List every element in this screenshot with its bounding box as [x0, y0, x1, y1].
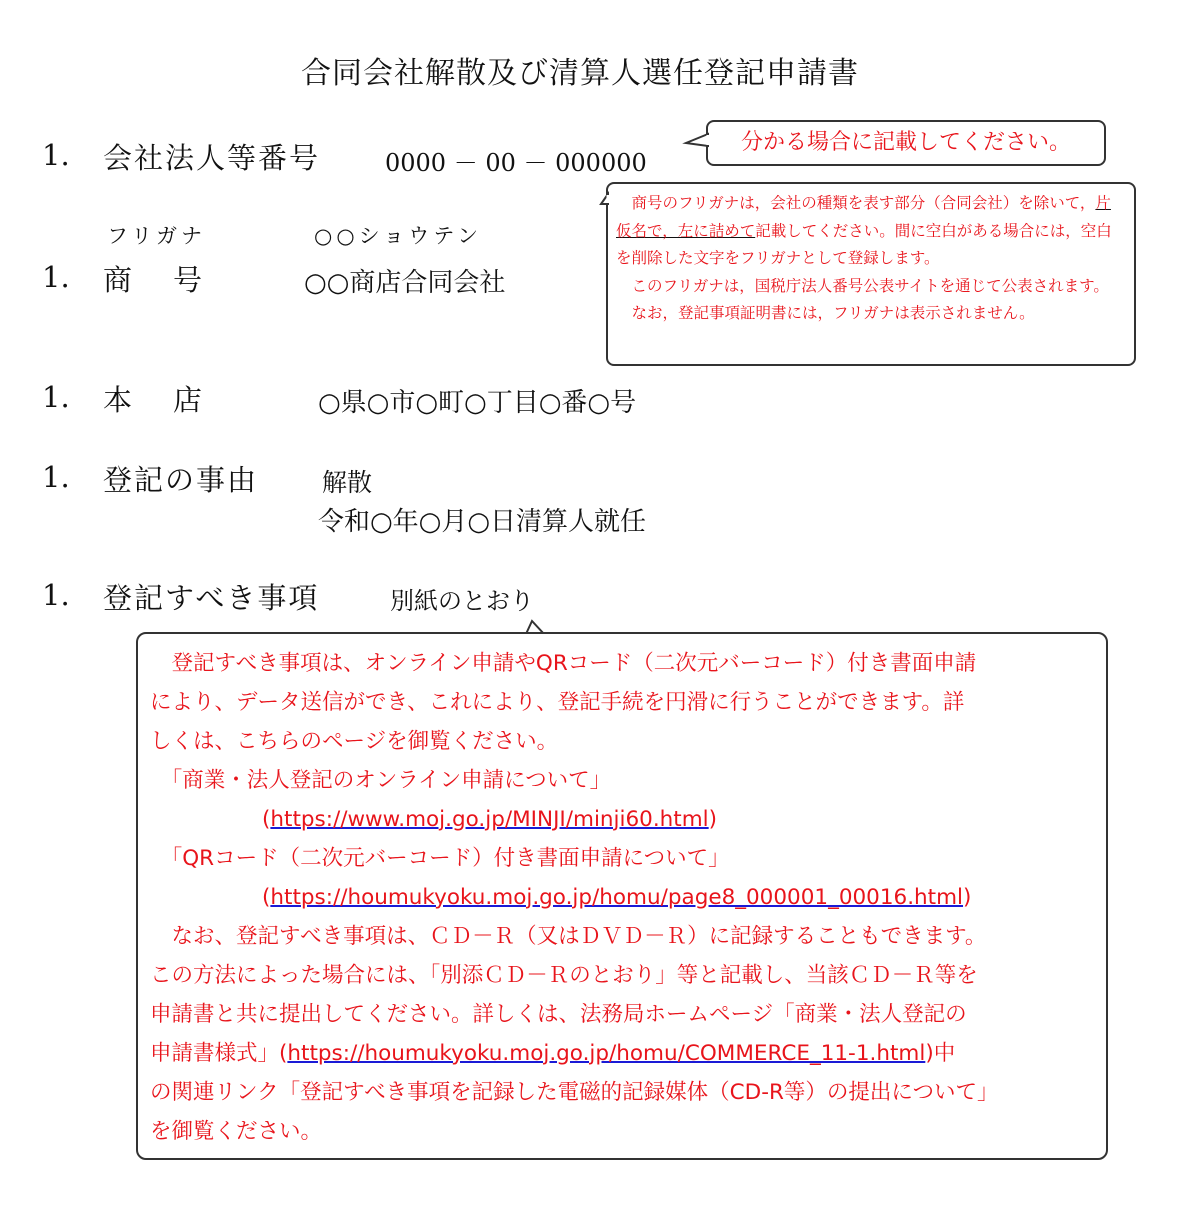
- furigana-note-text: 記載してください。間に空白がある場合には，空白を削除した文字をフリガナとして登録します。: [616, 221, 1112, 267]
- matters-label: 登記すべき事項: [103, 581, 320, 615]
- bullet-number: 1.: [42, 138, 70, 172]
- head-office-label: 本 店: [103, 383, 209, 417]
- note-line: 申請書と共に提出してください。詳しくは、法務局ホームページ「商業・法人登記の: [150, 1002, 967, 1027]
- corp-number-note-callout: 分かる場合に記載してください。: [706, 120, 1106, 166]
- head-office-value: ○県○市○町○丁目○番○号: [318, 388, 637, 418]
- note-line: 登記すべき事項は、オンライン申請やQRコード（二次元バーコード）付き書面申請: [150, 651, 977, 676]
- furigana-label: フリガナ: [107, 224, 206, 248]
- page-title: 合同会社解散及び清算人選任登記申請書: [301, 56, 859, 91]
- bullet-number: 1.: [42, 380, 70, 414]
- online-application-link[interactable]: https://www.moj.go.jp/MINJI/minji60.html: [270, 807, 709, 832]
- note-line: この方法によった場合には、「別添ＣＤ－Ｒのとおり」等と記載し、当該ＣＤ－Ｒ等を: [150, 963, 978, 988]
- note-line: を御覧ください。: [150, 1119, 323, 1144]
- note-line: 申請書様式」(: [150, 1041, 288, 1066]
- note-line: 「QRコード（二次元バーコード）付き書面申請について」: [150, 846, 730, 871]
- note-line: なお、登記すべき事項は、ＣＤ－Ｒ（又はＤＶＤ－Ｒ）に記録することもできます。: [150, 924, 987, 949]
- corp-number-label: 会社法人等番号: [103, 141, 321, 175]
- qr-code-application-link[interactable]: https://houmukyoku.moj.go.jp/homu/page8_000001_00016.html: [270, 885, 964, 910]
- furigana-note-text: 商号のフリガナは，会社の種類を表す部分（合同会社）を除いて，: [631, 194, 1096, 212]
- note-line: の関連リンク「登記すべき事項を記録した電磁的記録媒体（CD-R等）の提出について」: [150, 1080, 999, 1105]
- trade-name-value: ○○商店合同会社: [304, 268, 506, 298]
- reason-dissolution: 解散: [322, 468, 373, 497]
- note-line: により、データ送信ができ、これにより、登記手続を円滑に行うことができます。詳: [150, 690, 965, 715]
- note-line: しくは、こちらのページを御覧ください。: [150, 729, 559, 754]
- bullet-number: 1.: [42, 460, 70, 494]
- matters-value: 別紙のとおり: [390, 587, 534, 615]
- online-application-note-callout: 登記すべき事項は、オンライン申請やQRコード（二次元バーコード）付き書面申請 により、データ送信ができ、これにより、登記手続を円滑に行うことができます。詳 しくは、こちらのページを御覧ください。 「商業・法人登記のオンライン申請について」 (https://www.moj.go.jp/MINJI/minji60.html) 「QRコード（二次元バーコード）付き書面申請について」 (https://houmukyoku.moj.go.jp/homu/page8_000001_00016.html) なお、登記すべき事項は、ＣＤ－Ｒ（又はＤＶＤ－Ｒ）に記録することもできます。 この方法によった場合には、「別添ＣＤ－Ｒのとおり」等と記載し、当該ＣＤ－Ｒ等を 申請書と共に提出してください。詳しくは、法務局ホームページ「商業・法人登記の 申請書様式」(https://houmukyoku.moj.go.jp/homu/COMMERCE_11-1.html)中 の関連リンク「登記すべき事項を記録した電磁的記録媒体（CD-R等）の提出について」 を御覧ください。: [136, 632, 1108, 1160]
- bullet-number: 1.: [42, 578, 70, 612]
- furigana-note-callout: [606, 182, 1136, 366]
- note-line: )中: [925, 1041, 956, 1066]
- bullet-number: 1.: [42, 260, 70, 294]
- furigana-note-underlined: 片仮名で，左に詰めて: [616, 194, 1111, 240]
- furigana-note-certificate: なお，登記事項証明書には，フリガナは表示されません。: [631, 304, 1035, 322]
- commerce-forms-link[interactable]: https://houmukyoku.moj.go.jp/homu/COMMERCE_11-1.html: [287, 1041, 926, 1066]
- corp-number-value: 0000 － 00 － 000000: [385, 149, 647, 177]
- reason-label: 登記の事由: [103, 463, 259, 497]
- callout-pointer: [684, 128, 710, 152]
- note-line: 「商業・法人登記のオンライン申請について」: [150, 768, 612, 793]
- trade-name-label: 商 号: [103, 263, 209, 297]
- furigana-note-publish: このフリガナは，国税庁法人番号公表サイトを通じて公表されます。: [631, 276, 1109, 295]
- furigana-value: ○○ショウテン: [314, 224, 483, 248]
- reason-liquidator: 令和○年○月○日清算人就任: [318, 507, 647, 537]
- callout-pointer: [598, 190, 610, 210]
